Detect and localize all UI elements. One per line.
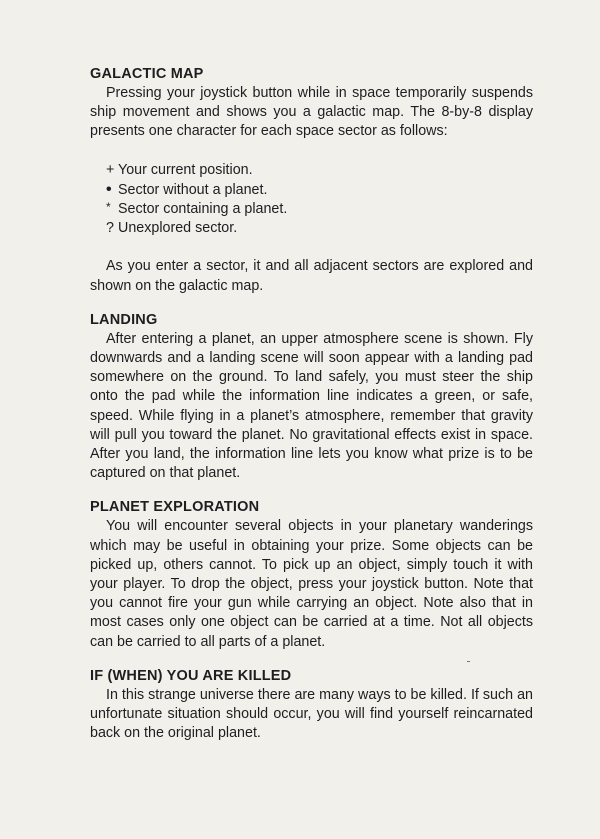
legend-text: Your current position. — [118, 161, 253, 178]
heading-galactic-map: GALACTIC MAP — [90, 66, 204, 82]
asterisk-symbol: * — [106, 200, 111, 215]
legend-text: Sector without a planet. — [118, 181, 268, 198]
manual-page — [90, 65, 533, 743]
legend-item-no-planet — [106, 180, 533, 200]
galactic-map-intro: Pressing your joystick button while in space temporarily suspends ship movement and shows you a galactic map. The 8-by-8 display presents one character for each space sector as follows: — [90, 85, 533, 140]
planet-exploration-body: You will encounter several objects in your planetary wanderings which may be useful in obtaining your prize. Some objects can be picked up, others cannot. To pick up an object, simply touch it with your player. To drop the object, press your joystick button. Note that you cannot fire your gun while carrying an object. Note also that in most cases only one object can be carried at a time. Not all objects can be carried to all parts of a planet. — [90, 518, 533, 650]
plus-symbol: + — [106, 161, 115, 178]
legend-item-current-position — [106, 161, 533, 180]
section-killed — [90, 667, 533, 744]
map-legend — [106, 161, 533, 239]
section-galactic-map — [90, 65, 533, 296]
heading-planet-exploration: PLANET EXPLORATION — [90, 499, 260, 516]
legend-item-planet — [106, 200, 533, 219]
legend-item-unexplored — [106, 219, 533, 238]
legend-text: Unexplored sector. — [118, 220, 238, 237]
section-landing — [90, 311, 533, 484]
paper-speck — [467, 661, 470, 662]
bullet-symbol: • — [106, 180, 112, 198]
question-symbol: ? — [106, 220, 114, 237]
section-planet-exploration — [90, 498, 533, 651]
legend-text: Sector containing a planet. — [118, 201, 288, 218]
heading-killed: IF (WHEN) YOU ARE KILLED — [90, 667, 292, 684]
galactic-map-outro: As you enter a sector, it and all adjacent sectors are explored and shown on the galactic map. — [90, 258, 533, 294]
heading-landing: LANDING — [90, 311, 158, 328]
landing-body: After entering a planet, an upper atmosphere scene is shown. Fly downwards and a landing scene will soon appear with a landing pad somewhere on the ground. To land safely, you must steer the ship onto the pad while the information line indicates a green, or safe, speed. While flying in a planet’s atmosphere, remember that gravity will pull you toward the planet. No gravitational effects exist in space. After you land, the information line lets you know what prize is to be captured on that planet. — [90, 330, 533, 482]
killed-body: In this strange universe there are many ways to be killed. If such an unfortunate situation should occur, you will find yourself reincarnated back on the original planet. — [90, 686, 533, 742]
